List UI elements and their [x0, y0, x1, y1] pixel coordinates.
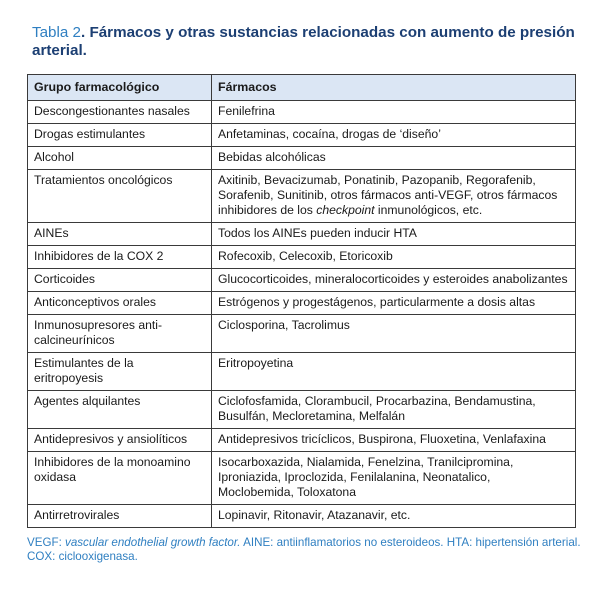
footnote-part: vascular endothelial growth factor. — [65, 536, 241, 549]
cell-drugs-text: inmunológicos, etc. — [374, 203, 483, 217]
cell-drugs: Todos los AINEs pueden inducir HTA — [212, 223, 576, 246]
cell-drugs-text: Axitinib, Bevacizumab, Ponatinib, Pazopanib, Regorafenib, Sorafenib, Sunitinib, otros fármacos anti-VEGF, otros fármacos inhibidores de los — [218, 173, 558, 217]
cell-group: Antidepresivos y ansiolíticos — [28, 429, 212, 452]
table-row — [28, 246, 576, 269]
cell-drugs: Isocarboxazida, Nialamida, Fenelzina, Tranilcipromina, Iproniazida, Iproclozida, Fenilalanina, Neonatalico, Moclobemida, Toloxatona — [212, 452, 576, 505]
table-row — [28, 170, 576, 223]
table-row — [28, 353, 576, 391]
header-drugs: Fármacos — [212, 75, 576, 101]
cell-drugs: Rofecoxib, Celecoxib, Etoricoxib — [212, 246, 576, 269]
cell-drugs-italic: checkpoint — [316, 203, 375, 217]
cell-group: Corticoides — [28, 269, 212, 292]
table-footnote — [27, 536, 587, 564]
table-row — [28, 391, 576, 429]
cell-group: Estimulantes de la eritropoyesis — [28, 353, 212, 391]
cell-drugs: Anfetaminas, cocaína, drogas de ‘diseño’ — [212, 124, 576, 147]
cell-drugs: Lopinavir, Ritonavir, Atazanavir, etc. — [212, 505, 576, 528]
footnote-part: AINE: antiinflamatorios no esteroideos. HTA: hipertensión arterial. COX: ciclooxigenasa. — [27, 536, 581, 563]
table-row — [28, 101, 576, 124]
cell-drugs: Eritropoyetina — [212, 353, 576, 391]
table-row — [28, 124, 576, 147]
cell-drugs — [212, 170, 576, 223]
table-row — [28, 269, 576, 292]
cell-group: Tratamientos oncológicos — [28, 170, 212, 223]
cell-group: Agentes alquilantes — [28, 391, 212, 429]
table-header-row — [28, 75, 576, 101]
cell-group: Drogas estimulantes — [28, 124, 212, 147]
table-row — [28, 429, 576, 452]
table-row — [28, 452, 576, 505]
cell-group: Alcohol — [28, 147, 212, 170]
caption-label: Tabla 2 — [32, 24, 81, 41]
caption-text: Fármacos y otras sustancias relacionadas con aumento de presión arterial. — [32, 24, 575, 59]
cell-drugs: Bebidas alcohólicas — [212, 147, 576, 170]
table-row — [28, 223, 576, 246]
table-body — [28, 101, 576, 528]
cell-group: Descongestionantes nasales — [28, 101, 212, 124]
table-caption — [32, 24, 592, 60]
header-group: Grupo farmacológico — [28, 75, 212, 101]
cell-drugs: Ciclofosfamida, Clorambucil, Procarbazina, Bendamustina, Busulfán, Mecloretamina, Melfalán — [212, 391, 576, 429]
caption-separator: . — [80, 24, 90, 41]
cell-group: Antirretrovirales — [28, 505, 212, 528]
cell-drugs: Fenilefrina — [212, 101, 576, 124]
cell-drugs: Antidepresivos tricíclicos, Buspirona, Fluoxetina, Venlafaxina — [212, 429, 576, 452]
cell-drugs: Glucocorticoides, mineralocorticoides y esteroides anabolizantes — [212, 269, 576, 292]
table-row — [28, 292, 576, 315]
cell-drugs: Estrógenos y progestágenos, particularmente a dosis altas — [212, 292, 576, 315]
cell-group: Inhibidores de la monoamino oxidasa — [28, 452, 212, 505]
cell-drugs: Ciclosporina, Tacrolimus — [212, 315, 576, 353]
cell-group: Anticonceptivos orales — [28, 292, 212, 315]
table-row — [28, 505, 576, 528]
cell-group: AINEs — [28, 223, 212, 246]
footnote-part: VEGF: — [27, 536, 66, 549]
drugs-table — [27, 74, 576, 528]
cell-group: Inmunosupresores anti-calcineurínicos — [28, 315, 212, 353]
table-row — [28, 147, 576, 170]
cell-group: Inhibidores de la COX 2 — [28, 246, 212, 269]
table-row — [28, 315, 576, 353]
